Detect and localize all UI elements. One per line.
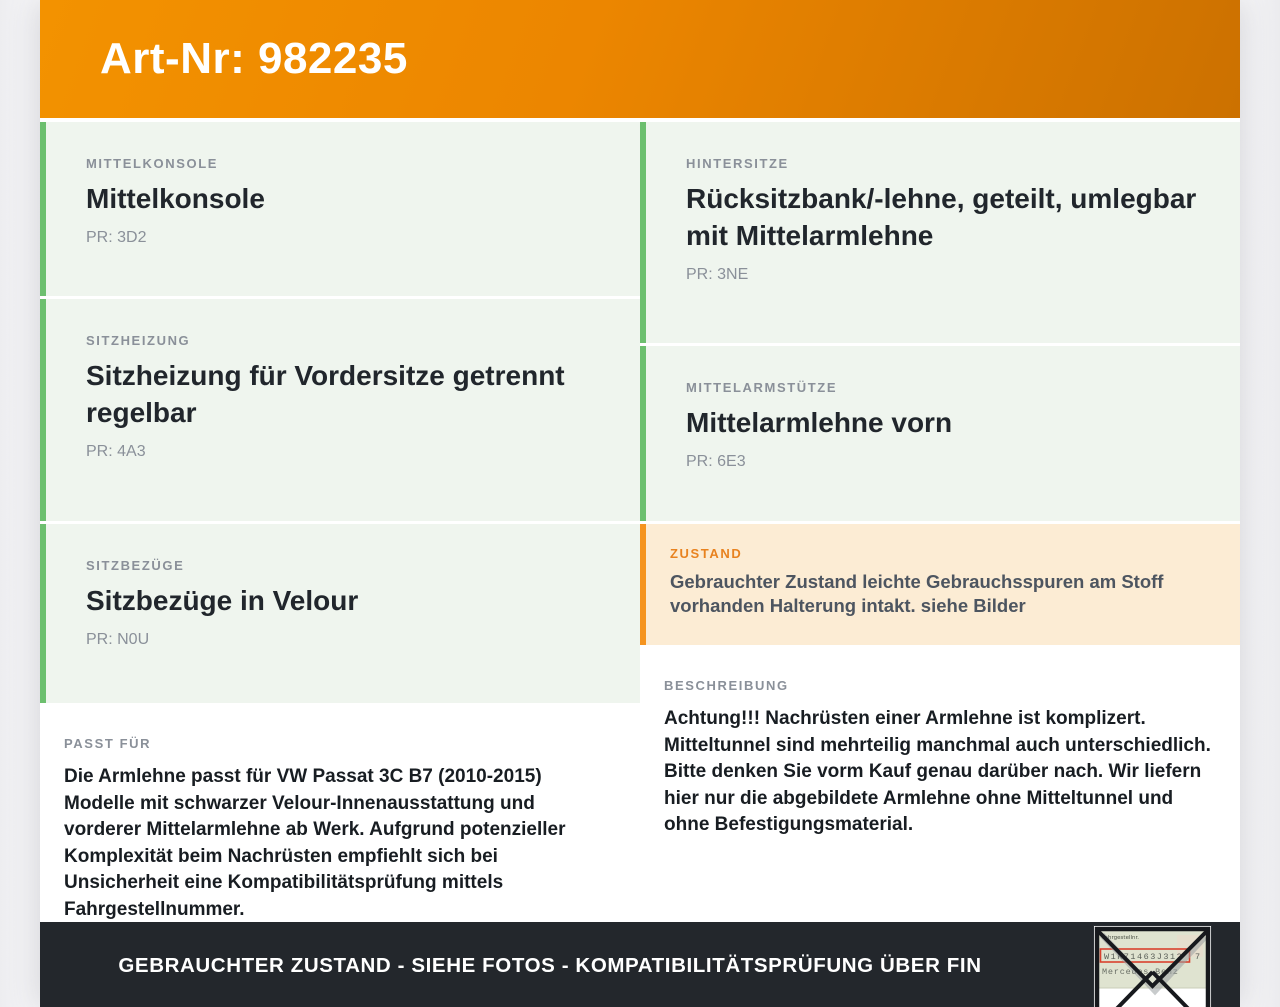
zustand-label: ZUSTAND xyxy=(670,546,743,561)
passt-fuer-label: PASST FÜR xyxy=(64,736,152,751)
left-column xyxy=(40,122,640,920)
fin-label: Fahrgestellnr. xyxy=(1102,935,1140,941)
feature-card-sitzbezuege xyxy=(40,524,640,703)
header-banner xyxy=(40,0,1240,118)
fin-brand: Mercedes-Benz xyxy=(1102,967,1179,977)
feature-card-mittelkonsole xyxy=(40,122,640,296)
feature-label: SITZHEIZUNG xyxy=(86,333,191,348)
feature-card-mittelarmstuetze xyxy=(640,346,1240,521)
feature-title: Mittelkonsole xyxy=(86,183,265,214)
zustand-text: Gebrauchter Zustand leichte Gebrauchsspuren am Stoff vorhanden Halterung intakt. siehe Bilder xyxy=(670,571,1164,617)
feature-label: HINTERSITZE xyxy=(686,156,789,171)
feature-title: Sitzheizung für Vordersitze getrennt regelbar xyxy=(86,360,565,428)
fin-value: W1K71463J312 xyxy=(1104,952,1184,962)
feature-pr-code: PR: 4A3 xyxy=(86,442,146,460)
feature-title: Mittelarmlehne vorn xyxy=(686,407,953,438)
feature-pr-code: PR: 6E3 xyxy=(686,452,746,470)
feature-label: SITZBEZÜGE xyxy=(86,558,185,573)
feature-title: Sitzbezüge in Velour xyxy=(86,585,359,616)
beschreibung-label: BESCHREIBUNG xyxy=(664,678,789,693)
feature-label: MITTELKONSOLE xyxy=(86,156,219,171)
right-column xyxy=(640,122,1240,920)
listing-page xyxy=(40,0,1240,1007)
zustand-card xyxy=(640,524,1240,645)
fin-suffix: 7 xyxy=(1195,952,1201,962)
feature-pr-code: PR: 3D2 xyxy=(86,228,147,246)
article-number-title: Art-Nr: 982235 xyxy=(100,34,408,83)
feature-columns xyxy=(40,122,1240,920)
footer-notice: GEBRAUCHTER ZUSTAND - SIEHE FOTOS - KOMPATIBILITÄTSPRÜFUNG ÜBER FIN xyxy=(118,953,982,977)
feature-pr-code: PR: N0U xyxy=(86,630,150,648)
feature-card-sitzheizung xyxy=(40,299,640,521)
feature-title: Rücksitzbank/-lehne, geteilt, umlegbar mit Mittelarmlehne xyxy=(686,183,1197,251)
feature-label: MITTELARMSTÜTZE xyxy=(686,380,838,395)
fin-document-envelope-image xyxy=(1093,925,1212,1007)
footer-bar xyxy=(40,922,1240,1007)
feature-pr-code: PR: 3NE xyxy=(686,265,749,283)
feature-card-hintersitze xyxy=(640,122,1240,343)
passt-fuer-text: Die Armlehne passt für VW Passat 3C B7 (2010-2015) Modelle mit schwarzer Velour-Innenausstattung und vorderer Mittelarmlehne ab Werk. Aufgrund potenzieller Komplexität beim Nachrüsten empfiehlt sich bei Unsicherheit eine Kompatibilitätsprüfung mittels Fahrgestellnummer. xyxy=(64,766,566,920)
passt-fuer-section xyxy=(40,706,640,920)
beschreibung-text: Achtung!!! Nachrüsten einer Armlehne ist komplizert. Mitteltunnel sind mehrteilig manchmal auch unterschiedlich. Bitte denken Sie vorm Kauf genau darüber nach. Wir liefern hier nur die abgebildete Armlehne ohne Mitteltunnel und ohne Befestigungsmaterial. xyxy=(664,708,1211,836)
beschreibung-section xyxy=(640,648,1240,920)
